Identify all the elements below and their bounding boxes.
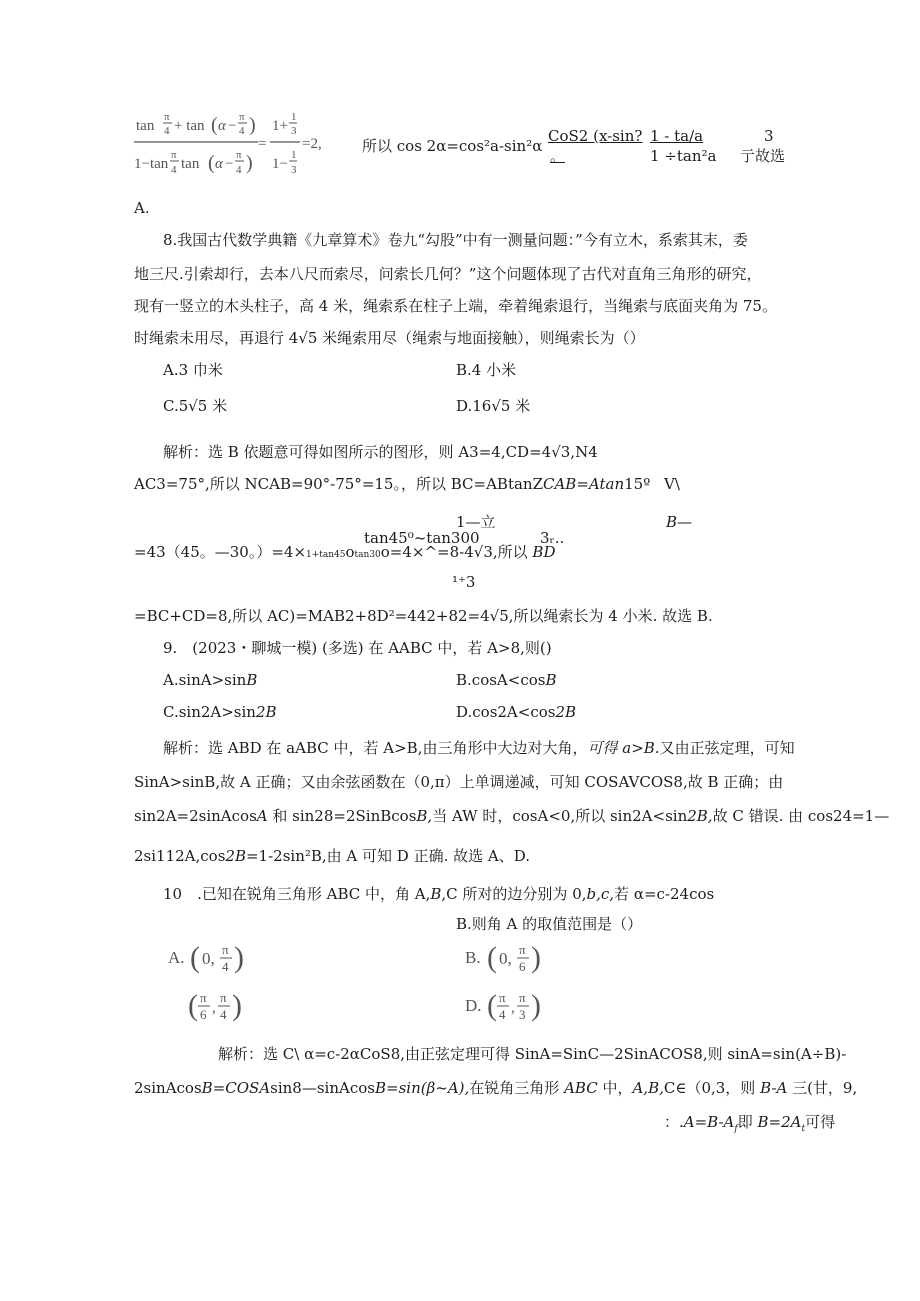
sol8-line-3-c: o=4×^=8-4√3,所以 xyxy=(380,543,528,561)
svg-text:,: , xyxy=(212,1000,216,1016)
q9-option-a xyxy=(163,670,257,690)
sol10-line-2-d: 中， xyxy=(597,1079,633,1097)
formula-three-a: 3 xyxy=(291,125,297,137)
q8-option-b: B.4 小米 xyxy=(456,361,517,379)
top-gu-xuan: 亍故选 xyxy=(740,147,786,165)
sol8-line-3-sub: 1+tan45 xyxy=(306,550,346,560)
q10-option-a-interval xyxy=(190,938,250,978)
svg-text:=: = xyxy=(258,136,267,152)
formula-pi-3: π xyxy=(171,149,177,161)
q10-line-1-a: 10 .已知在锐角三角形 ABC 中，角 A, xyxy=(163,885,431,903)
sol8-line-3-a: =43（45。—30。）=4× xyxy=(134,543,307,561)
sol9-line-3-it3: 2B, xyxy=(687,807,713,825)
q9-stem: 9. (2023・聊城一模) (多选) 在 AABC 中，若 A>8,则() xyxy=(163,639,552,657)
q9-option-a-text: A.sinA>sin xyxy=(163,671,247,689)
formula-den-prefix: 1−tan xyxy=(134,156,169,172)
q10-option-b-label: B. xyxy=(465,948,481,967)
svg-text:0,: 0, xyxy=(499,949,512,968)
q9-option-b xyxy=(456,670,556,690)
sol9-line-1-end: 又由正弦定理，可知 xyxy=(659,739,795,757)
svg-text:6: 6 xyxy=(519,959,526,974)
sol8-line-2 xyxy=(134,474,650,494)
q10-option-d-label: D. xyxy=(465,996,482,1015)
formula-one-plus: 1+ xyxy=(272,118,288,134)
q10-option-d-interval xyxy=(487,986,547,1026)
svg-text:π: π xyxy=(499,990,506,1005)
sol10-line-1: 解析：选 C\ α=c-2αCoS8,由正弦定理可得 SinA=SinC—2SinACOS8,则 sinA=sin(A÷B)- xyxy=(218,1045,847,1063)
sol9-line-4-it: 2B xyxy=(225,847,246,865)
svg-text:): ) xyxy=(246,152,253,174)
sol9-line-4 xyxy=(134,846,530,866)
sol10-line-2-c: 在锐角三角形 xyxy=(469,1079,565,1097)
sol8-line-2-italic: CAB=Atan xyxy=(543,475,625,493)
q8-line-1: 8.我国古代数学典籍《九章算术》卷九“勾股”中有一测量问题：”今有立木，系索其末，委 xyxy=(163,231,748,249)
q10-option-a-label: A. xyxy=(168,948,185,967)
q9-option-d-italic: 2B xyxy=(555,703,577,721)
sol10-line-2 xyxy=(134,1078,857,1098)
q10-line-1-b: ,C 所对的边分别为 0, xyxy=(441,885,587,903)
q8-option-d: D.16√5 米 xyxy=(456,397,531,415)
formula-four-3: 4 xyxy=(171,164,177,176)
svg-text:π: π xyxy=(519,942,526,957)
q9-option-b-italic: B xyxy=(545,671,557,689)
sol10-line-3 xyxy=(664,1112,835,1139)
top-cos2-line: CoS2 (x-sin? xyxy=(548,127,643,145)
formula-pi-4: π xyxy=(236,149,242,161)
formula-minus-2: − xyxy=(225,156,234,172)
svg-text:): ) xyxy=(232,989,242,1022)
svg-text:0,: 0, xyxy=(202,949,215,968)
formula-minus-1: − xyxy=(228,118,237,134)
sol8-line-3 xyxy=(134,542,555,565)
sol10-line-2-it: B=COSA xyxy=(201,1079,271,1097)
svg-text:): ) xyxy=(531,941,541,974)
svg-text:): ) xyxy=(249,114,256,136)
sol10-line-2-e: C∈（0,3，则 xyxy=(663,1079,761,1097)
formula-alpha-1: α xyxy=(218,118,226,134)
q10-line-1-it2: b,c, xyxy=(586,885,615,903)
svg-text:(: ( xyxy=(188,989,198,1022)
sol10-line-3-b: 即 xyxy=(737,1113,758,1131)
sol10-line-2-it2: B=sin(β~A), xyxy=(374,1079,470,1097)
sol9-line-2: SinA>sinB,故 A 正确；又由余弦函数在（0,π）上单调递减，可知 COSAVCOS8,故 B 正确；由 xyxy=(134,773,784,791)
q8-line-2: 地三尺.引索却行，去本八尺而索尽，问索长几何？”这个问题体现了古代对直角三角形的研究， xyxy=(134,265,762,283)
sol8-line-1: 解析：选 B 依题意可得如图所示的图形，则 A3=4,CD=4√3,N4 xyxy=(163,443,598,461)
sol8-b-dash: B— xyxy=(666,513,693,531)
q9-option-a-italic: B xyxy=(246,671,258,689)
q8-line-4: 时绳索未用尽，再退行 4√5 米绳索用尽（绳索与地面接触），则绳索长为（） xyxy=(134,329,645,347)
q10-option-c-interval xyxy=(188,986,248,1026)
sol10-line-3-it2: B=2A xyxy=(757,1113,802,1131)
svg-text:6: 6 xyxy=(200,1007,207,1022)
svg-text:(: ( xyxy=(487,941,497,974)
svg-text:(: ( xyxy=(190,941,200,974)
formula-alpha-2: α xyxy=(215,156,223,172)
formula-three-b: 3 xyxy=(291,164,297,176)
sol8-line-4: =BC+CD=8,所以 AC)=MAB2+8D²=442+82=4√5,所以绳索长为 4 小米. 故选 B. xyxy=(134,607,713,625)
svg-text:π: π xyxy=(220,990,227,1005)
sol9-line-4-b: =1-2sin²B,由 A 可知 D 正确. 故选 A、D. xyxy=(245,847,530,865)
top-cos2-dot: 。 xyxy=(550,147,566,165)
formula-tan-2: tan xyxy=(181,156,200,172)
sol8-three-r: 3ᵣ.. xyxy=(540,529,565,547)
svg-text:π: π xyxy=(200,990,207,1005)
formula-eq-two: =2, xyxy=(302,136,322,152)
sol9-line-3-it2: B, xyxy=(416,807,433,825)
sol9-line-1 xyxy=(163,738,795,758)
q8-option-c: C.5√5 米 xyxy=(163,397,228,415)
formula-one-a: 1 xyxy=(291,111,297,123)
svg-text:(: ( xyxy=(208,152,215,174)
formula-four-1: 4 xyxy=(164,125,170,137)
top-ta-top: 1 - ta/a xyxy=(650,127,704,145)
top-suoyi: 所以 cos 2α=cos²a-sin²α xyxy=(362,137,543,155)
q9-option-c-text: C.sin2A>sin xyxy=(163,703,256,721)
formula-one-minus: 1− xyxy=(272,156,288,172)
sol8-line-3-sub2: tan30 xyxy=(354,550,381,560)
sol8-tan-line: tan45⁰~tan300 xyxy=(364,529,480,547)
sol10-line-2-a: 2sinAcos xyxy=(134,1079,202,1097)
svg-text:,: , xyxy=(511,1000,515,1016)
q9-option-d xyxy=(456,702,576,722)
sol8-line-2-end: 15º xyxy=(624,475,651,493)
svg-text:(: ( xyxy=(487,989,497,1022)
formula-one-b: 1 xyxy=(291,149,297,161)
q10-option-b-interval xyxy=(487,938,547,978)
svg-text:): ) xyxy=(531,989,541,1022)
sol10-line-2-it3: ABC xyxy=(564,1079,598,1097)
q8-line-3: 现有一竖立的木头柱子，高 4 米，绳索系在柱子上端，牵着绳索退行，当绳索与底面夹角为 75。 xyxy=(134,297,777,315)
formula-plus-tan: + tan xyxy=(174,118,205,134)
q10-line-1 xyxy=(163,884,714,904)
q8-option-a: A.3 巾米 xyxy=(163,361,223,379)
sol8-line-3-bd: BD xyxy=(527,543,556,561)
svg-text:π: π xyxy=(222,942,229,957)
sol10-line-3-it: .A=B-A xyxy=(679,1113,735,1131)
svg-text:π: π xyxy=(519,990,526,1005)
sol9-line-3-d: 故 C 错误. 由 cos24=1— xyxy=(712,807,890,825)
sol8-v-mark: V\ xyxy=(664,475,680,493)
top-ta-bottom: 1 ÷tan²a xyxy=(650,147,717,165)
formula-four-2: 4 xyxy=(239,125,245,137)
q10-line-2: B.则角 A 的取值范围是（） xyxy=(456,915,643,933)
sol8-line-3-b: o xyxy=(345,543,355,561)
formula-four-4: 4 xyxy=(236,164,242,176)
formula-pi-1: π xyxy=(164,111,170,123)
q10-line-1-c: 若 α=c-24cos xyxy=(614,885,715,903)
sol9-line-3-b: 和 sin28=2SinBcos xyxy=(267,807,417,825)
svg-text:): ) xyxy=(234,941,244,974)
svg-text:(: ( xyxy=(211,114,218,136)
q9-option-c-italic: 2B xyxy=(255,703,277,721)
sol9-line-3-a: sin2A=2sinAcos xyxy=(134,807,257,825)
sol10-line-3-sub2: t xyxy=(801,1124,806,1134)
sol10-line-3-c: 可得 xyxy=(805,1113,836,1131)
sol10-line-2-b: sin8—sinAcos xyxy=(270,1079,375,1097)
top-three: 3 xyxy=(764,127,774,145)
sol9-line-4-a: 2si112A,cos xyxy=(134,847,226,865)
q10-line-1-it: B xyxy=(430,885,442,903)
tan-fraction-formula xyxy=(134,102,344,182)
sol9-line-3-c: 当 AW 时，cosA<0,所以 sin2A<sin xyxy=(432,807,688,825)
q9-option-b-text: B.cosA<cos xyxy=(456,671,546,689)
svg-text:4: 4 xyxy=(222,959,229,974)
sol9-line-3-it: A xyxy=(256,807,268,825)
svg-text:3: 3 xyxy=(519,1007,526,1022)
sol10-line-2-it4: A,B, xyxy=(632,1079,664,1097)
svg-text:4: 4 xyxy=(220,1007,227,1022)
top-answer-a: A. xyxy=(134,199,150,217)
q9-option-d-text: D.cos2A<cos xyxy=(456,703,556,721)
sol10-line-2-f: 三(甘，9, xyxy=(787,1079,858,1097)
sol10-line-3-a: ： xyxy=(664,1113,680,1131)
sol9-line-1-text: 解析：选 ABD 在 aABC 中，若 A>B,由三角形中大边对大角， xyxy=(163,739,588,757)
sol9-line-1-italic: 可得 a>B. xyxy=(587,739,660,757)
formula-num-tan: tan xyxy=(136,118,155,134)
sol10-line-2-it5: B-A xyxy=(760,1079,788,1097)
sol8-frac-top: 1—立 xyxy=(456,513,496,531)
sol9-line-3 xyxy=(134,806,889,826)
q9-option-c xyxy=(163,702,277,722)
formula-pi-2: π xyxy=(239,111,245,123)
sol8-frac-bottom: ¹⁺3 xyxy=(452,573,476,591)
svg-text:4: 4 xyxy=(499,1007,506,1022)
sol8-line-2-text: AC3=75°,所以 NCAB=90°-75°=15。，所以 BC=ABtanZ xyxy=(134,475,543,493)
sol10-line-3-sub: f xyxy=(734,1124,738,1134)
